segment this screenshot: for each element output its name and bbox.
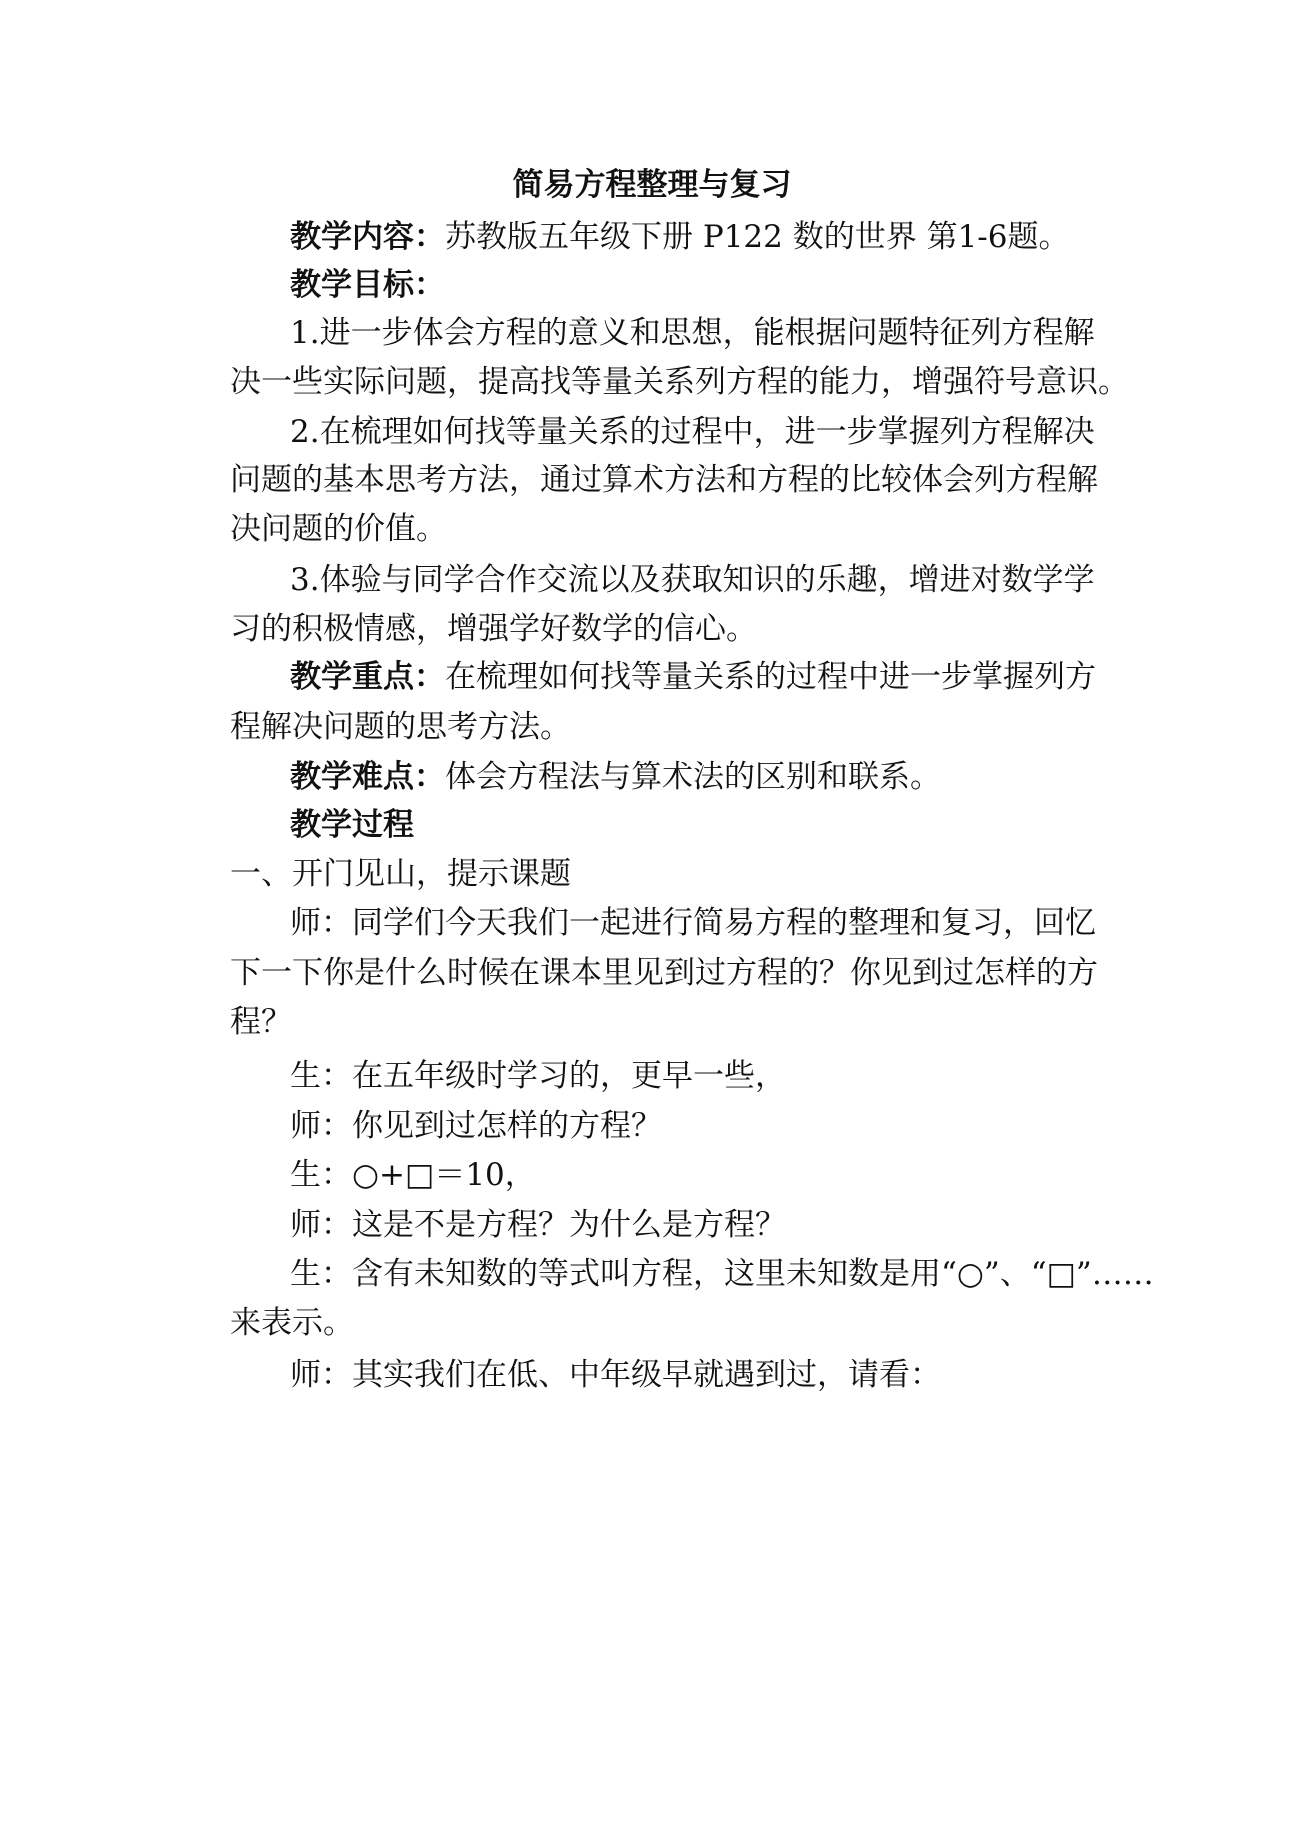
dialog-6-line-1: 生：含有未知数的等式叫方程，这里未知数是用“○”、“□”…… [290, 1256, 1154, 1292]
dialog-7: 师：其实我们在低、中年级早就遇到过，请看： [290, 1357, 941, 1393]
dialog-1-line-1: 师：同学们今天我们一起进行简易方程的整理和复习，回忆 [290, 905, 1096, 941]
objective-1-line-2: 决一些实际问题，提高找等量关系列方程的能力，增强符号意识。 [230, 364, 1129, 400]
key-point-text-1: 在梳理如何找等量关系的过程中进一步掌握列方 [445, 659, 1096, 695]
section-1-heading: 一、开门见山，提示课题 [230, 856, 571, 892]
dialog-4: 生：○+□＝10， [290, 1157, 536, 1193]
process-heading: 教学过程 [290, 807, 414, 843]
teaching-content-text: 苏教版五年级下册 P122 数的世界 第1-6题。 [445, 219, 1070, 255]
objective-2-line-3: 决问题的价值。 [230, 511, 447, 547]
dialog-2: 生：在五年级时学习的，更早一些， [290, 1058, 786, 1094]
objective-2-line-2: 问题的基本思考方法，通过算术方法和方程的比较体会列方程解 [230, 462, 1098, 498]
key-point [290, 659, 1096, 695]
document-title: 简易方程整理与复习 [512, 167, 792, 203]
key-point-label: 教学重点： [290, 659, 445, 695]
objective-3-line-2: 习的积极情感，增强学好数学的信心。 [230, 611, 757, 647]
objective-3-line-1: 3.体验与同学合作交流以及获取知识的乐趣，增进对数学学 [290, 562, 1095, 598]
teaching-objectives-label: 教学目标： [290, 267, 445, 303]
difficulty-text: 体会方程法与算术法的区别和联系。 [445, 759, 941, 795]
dialog-6-line-2: 来表示。 [230, 1305, 354, 1341]
dialog-3: 师：你见到过怎样的方程？ [290, 1108, 662, 1144]
teaching-content [290, 219, 1190, 255]
key-point-line-2: 程解决问题的思考方法。 [230, 709, 571, 745]
objective-1-line-1: 1.进一步体会方程的意义和思想，能根据问题特征列方程解 [290, 315, 1095, 351]
dialog-1-line-3: 程？ [230, 1004, 292, 1040]
dialog-1-line-2: 下一下你是什么时候在课本里见到过方程的？你见到过怎样的方 [230, 955, 1098, 991]
dialog-5: 师：这是不是方程？为什么是方程？ [290, 1207, 786, 1243]
difficulty [290, 759, 1190, 795]
difficulty-label: 教学难点： [290, 759, 445, 795]
teaching-content-label: 教学内容： [290, 219, 445, 255]
objective-2-line-1: 2.在梳理如何找等量关系的过程中，进一步掌握列方程解决 [290, 414, 1095, 450]
